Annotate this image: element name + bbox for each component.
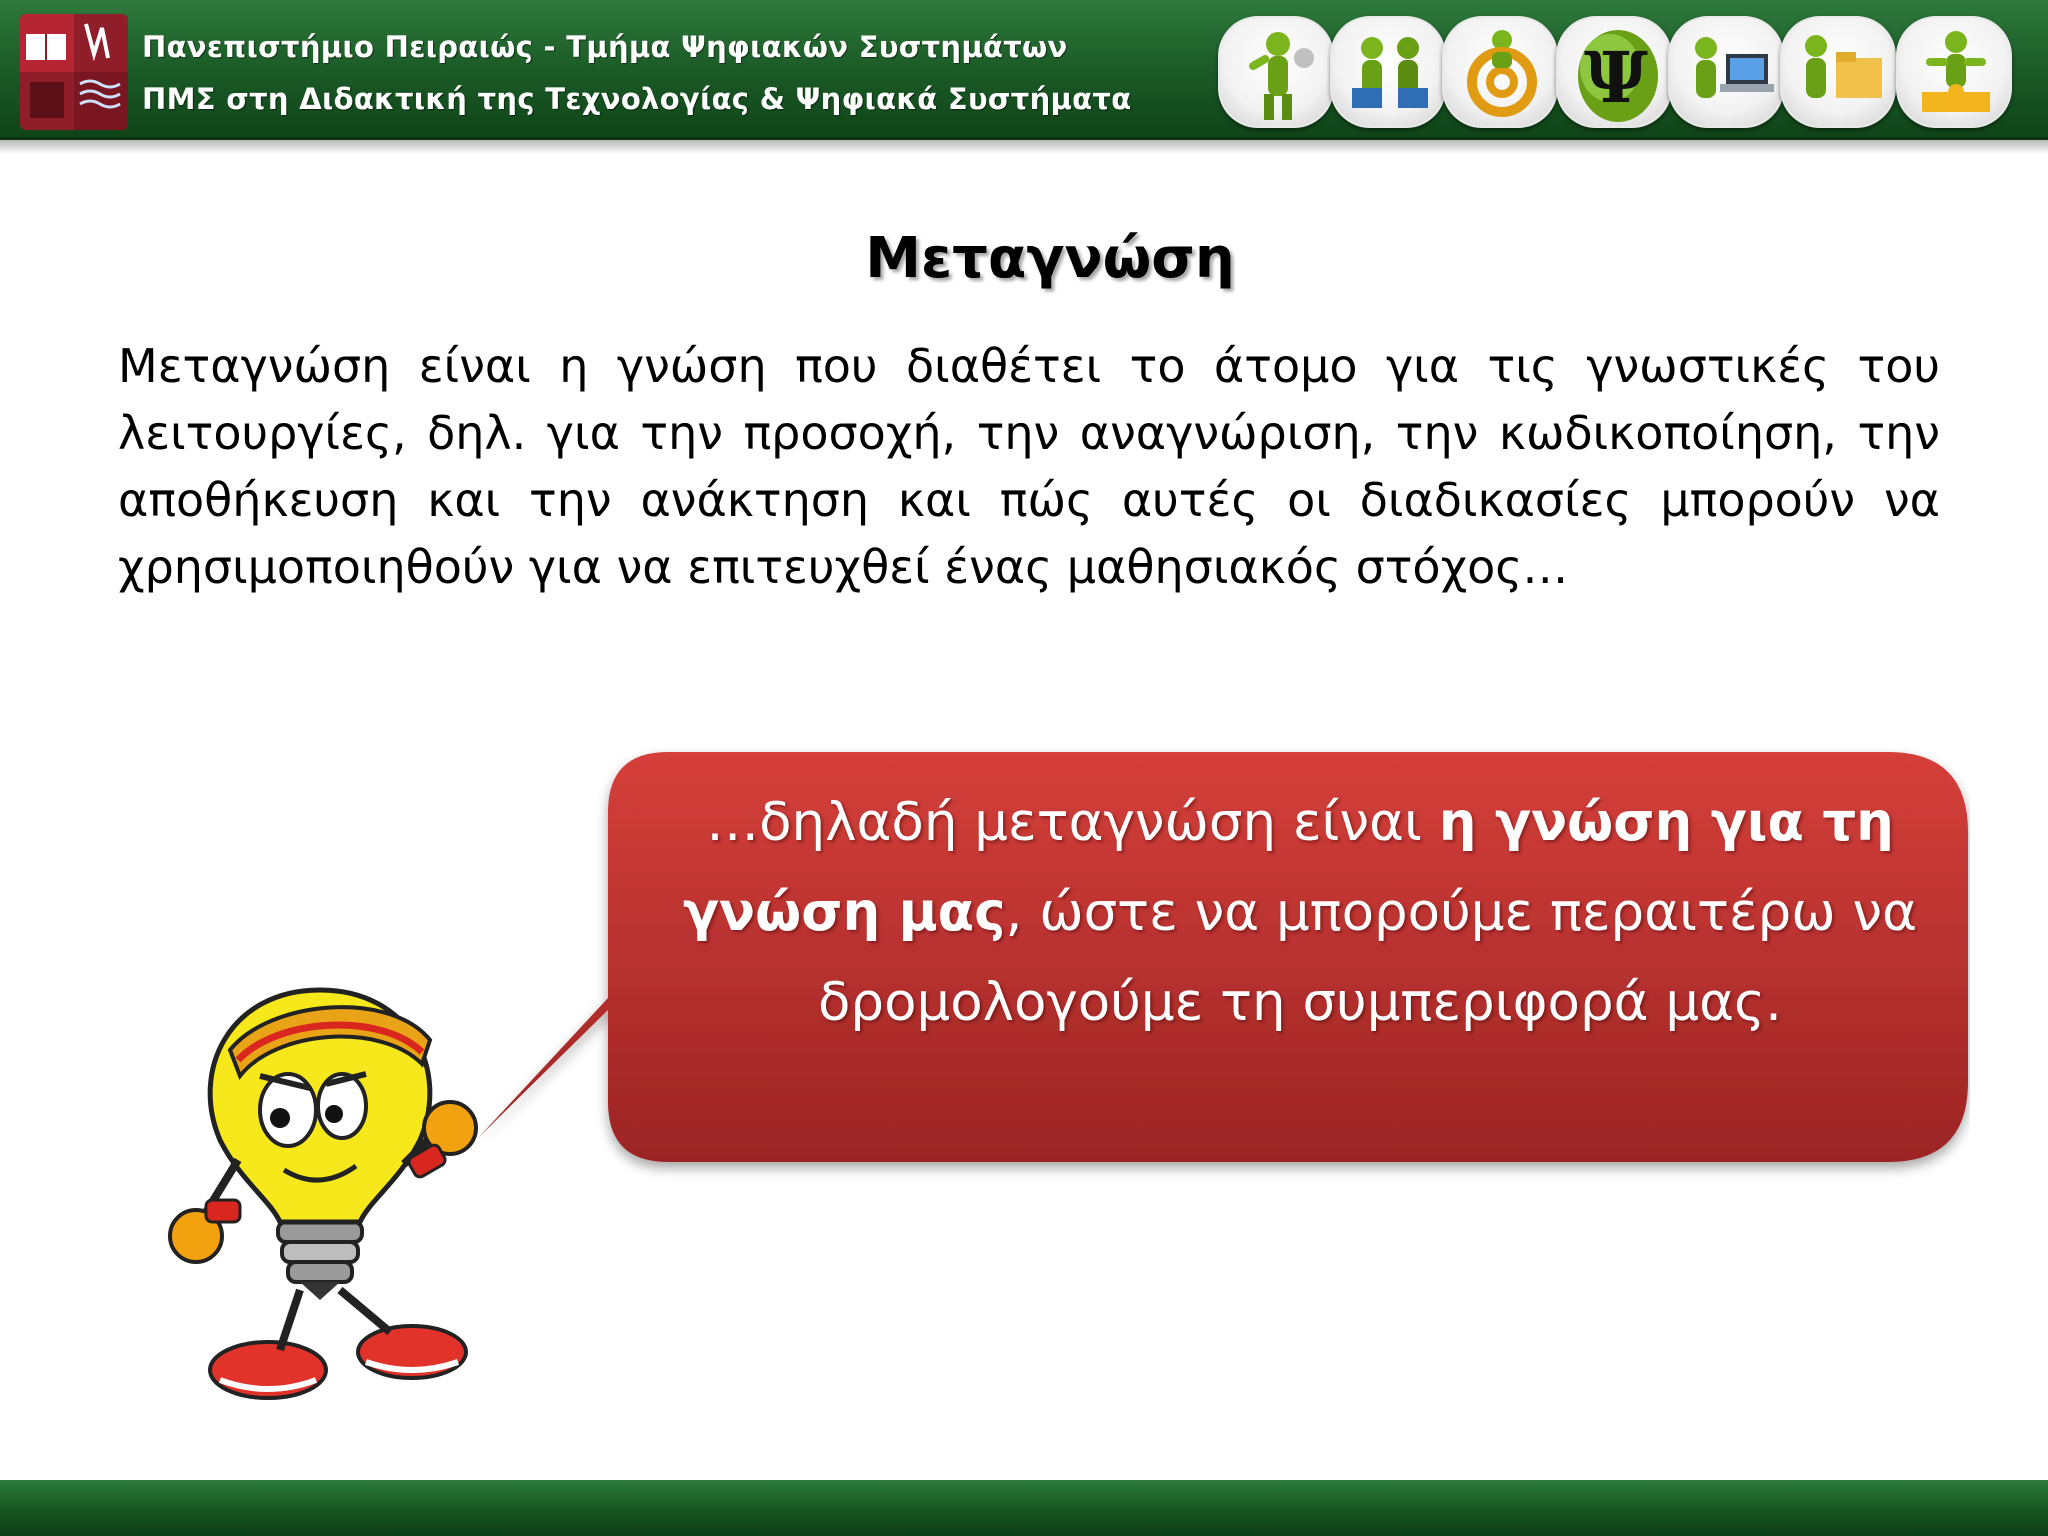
people-icon <box>1330 16 1446 128</box>
psi-icon <box>1556 16 1672 128</box>
folder-figure-icon <box>1780 16 1896 128</box>
figure-icon <box>1218 16 1334 128</box>
bubble-text-part2: , ώστε να μπορούμε περαιτέρω να δρομολογούμε τη συμπεριφορά μας. <box>818 882 1918 1033</box>
slide-paragraph: Μεταγνώση είναι η γνώση που διαθέτει το άτομο για τις γνωστικές του λειτουργίες, δηλ. για την προσοχή, την αναγνώριση, την κωδικοποίηση, την αποθήκευση και την ανάκτηση και πώς αυτές οι διαδικασίες μπορούν να χρησιμοποιηθούν για να επιτευχθεί ένας μαθησιακός στόχος… <box>118 339 1940 594</box>
university-logo <box>20 14 128 130</box>
psi-symbol: Ψ <box>1584 36 1648 119</box>
header-university: Πανεπιστήμιο Πειραιώς - Τμήμα Ψηφιακών Συστημάτων <box>142 30 1068 64</box>
header-program: ΠΜΣ στη Διδακτική της Τεχνολογίας & Ψηφιακά Συστήματα <box>142 82 1132 116</box>
header-shadow <box>0 140 2048 154</box>
puzzle-figure-icon <box>1896 16 2012 128</box>
slide-title: Μεταγνώση <box>865 226 1235 291</box>
header-icon-strip <box>1218 14 2032 130</box>
laptop-figure-icon <box>1668 16 1784 128</box>
bubble-text-bold: η γνώση για τη γνώση μας <box>682 792 1894 943</box>
lightbulb-mascot <box>160 960 500 1410</box>
bubble-text <box>620 778 1980 1048</box>
bubble-text-part1: …δηλαδή μεταγνώση είναι <box>706 792 1439 853</box>
footer-bar <box>0 1480 2048 1536</box>
header-bar <box>0 0 2048 140</box>
at-sign-icon <box>1442 16 1558 128</box>
